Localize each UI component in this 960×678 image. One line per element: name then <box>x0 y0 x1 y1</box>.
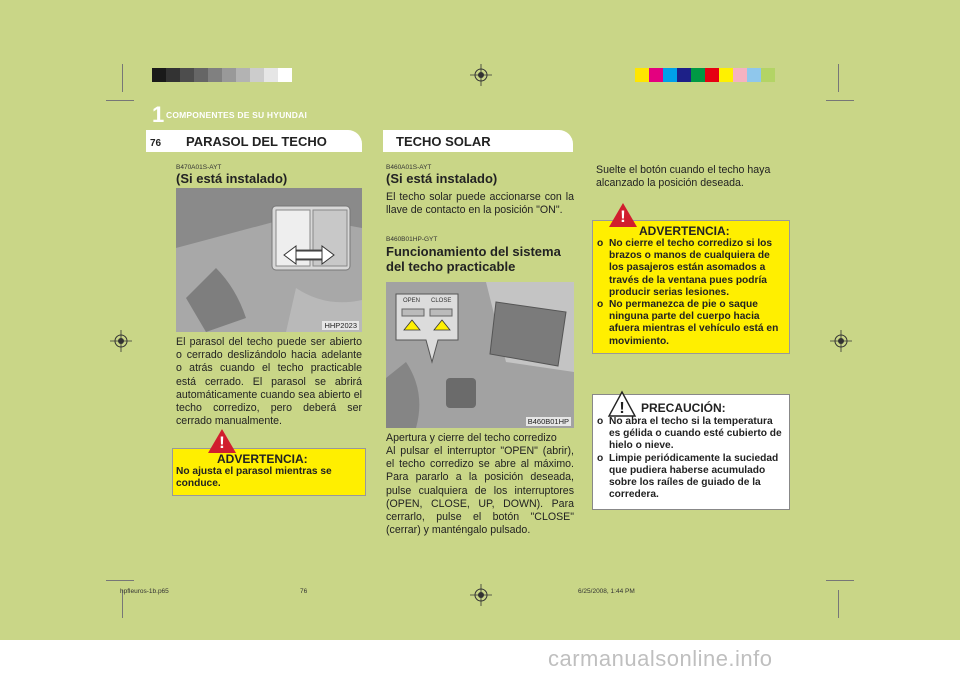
body-subtitle-apertura: Apertura y cierre del techo corredizo <box>386 432 557 444</box>
crop-mark <box>106 100 134 101</box>
body-text-apertura: Al pulsar el interruptor "OPEN" (abrir), el techo corredizo se abre al máximo. Para pararlo a la posición deseada, pulse cualquiera de los interruptores (OPEN, CLOSE, UP, DOWN). Para cerrarlo, pulse el botón "CLOSE" (cerrar) y manténgalo pulsado. <box>386 445 574 537</box>
crop-mark <box>838 64 839 92</box>
footer-date: 6/25/2008, 1:44 PM <box>578 588 635 595</box>
sunroof-switch-photo <box>386 282 574 428</box>
calibration-swatch <box>208 68 222 82</box>
calibration-swatch <box>733 68 747 82</box>
calibration-swatch <box>222 68 236 82</box>
warning-title: ADVERTENCIA: <box>639 224 730 238</box>
caution-box <box>592 394 790 510</box>
list-item: o No permanezca de pie o saque ninguna parte del cuerpo hacia afuera mientras el vehículo está en movimiento. <box>597 299 779 347</box>
crop-mark <box>826 100 854 101</box>
section-title-parasol: PARASOL DEL TECHO <box>186 134 327 149</box>
calibration-swatch <box>705 68 719 82</box>
watermark: carmanualsonline.info <box>548 646 773 671</box>
crop-mark <box>826 580 854 581</box>
calibration-swatch <box>278 68 292 82</box>
calibration-swatch <box>663 68 677 82</box>
calibration-swatch <box>194 68 208 82</box>
color-calibration-bar <box>635 68 775 82</box>
warning-text: No ajusta el parasol mientras se conduce. <box>176 466 332 490</box>
switch-label-open: OPEN <box>403 298 421 304</box>
footer-filename: hpfleuros-1b.p65 <box>120 588 169 595</box>
calibration-swatch <box>635 68 649 82</box>
section-heading: (Si está instalado) <box>386 171 498 186</box>
list-item: o No cierre el techo corredizo si los brazos o manos de cualquiera de los pasajeros están asomados a través de la ventana pues podría producir serias lesiones. <box>597 238 773 298</box>
calibration-swatch <box>761 68 775 82</box>
image-label: B460B01HP <box>527 417 569 426</box>
calibration-swatch <box>166 68 180 82</box>
registration-target-icon <box>830 330 852 352</box>
registration-target-icon <box>110 330 132 352</box>
list-item: o No abra el techo si la temperatura es gélida o cuando esté cubierto de hielo o nieve. <box>597 416 782 452</box>
warning-box-parasol <box>172 433 366 496</box>
caution-title: PRECAUCIÓN: <box>641 401 726 415</box>
crop-mark <box>122 64 123 92</box>
gray-calibration-bar <box>152 68 292 82</box>
warning-triangle-icon: ! <box>208 429 236 455</box>
calibration-swatch <box>236 68 250 82</box>
warning-box-techo <box>592 207 790 354</box>
registration-target-icon <box>470 584 492 606</box>
section-title-techo-solar: TECHO SOLAR <box>396 134 491 149</box>
caution-list <box>597 416 785 501</box>
page-number: 76 <box>150 138 162 149</box>
warning-triangle-icon: ! <box>609 203 637 229</box>
list-item: o Limpie periódicamente la suciedad que pudiera haberse acumulado sobre los raíles de guiado de la corredera. <box>597 452 779 501</box>
calibration-swatch <box>677 68 691 82</box>
chapter-title: COMPONENTES DE SU HYUNDAI <box>166 110 308 120</box>
body-text-ignition: El techo solar puede accionarse con la llave de contacto en la posición "ON". <box>386 191 574 217</box>
registration-target-icon <box>470 64 492 86</box>
chapter-number: 1 <box>152 102 165 127</box>
section-code: B460A01S-AYT <box>386 164 432 171</box>
calibration-swatch <box>152 68 166 82</box>
warning-title: ADVERTENCIA: <box>217 452 308 466</box>
calibration-swatch <box>747 68 761 82</box>
sunshade-photo <box>176 188 362 332</box>
section-code: B460B01HP-GYT <box>386 236 438 243</box>
svg-text:!: ! <box>619 400 625 417</box>
calibration-swatch <box>691 68 705 82</box>
section-code: B470A01S-AYT <box>176 164 222 171</box>
calibration-swatch <box>250 68 264 82</box>
footer-page: 76 <box>300 588 308 595</box>
calibration-swatch <box>180 68 194 82</box>
crop-mark <box>838 590 839 618</box>
body-text-suelte: Suelte el botón cuando el techo haya alcanzado la posición deseada. <box>596 164 771 190</box>
calibration-swatch <box>264 68 278 82</box>
calibration-swatch <box>719 68 733 82</box>
warning-list <box>597 238 785 348</box>
switch-label-close: CLOSE <box>431 298 452 304</box>
image-label: HHP2023 <box>324 321 357 330</box>
crop-mark <box>106 580 134 581</box>
body-text-parasol: El parasol del techo puede ser abierto o cerrado deslizándolo hacia adelante o atrás cuando el techo practicable está cerrado. El parasol se abrirá automáticamente cuando sea abierto el techo corredizo, pero deberá ser cerrado manualmente. <box>176 336 362 428</box>
caution-triangle-icon <box>607 389 637 419</box>
calibration-swatch <box>649 68 663 82</box>
section-heading-funcionamiento: Funcionamiento del sistema del techo practicable <box>386 244 561 274</box>
section-heading: (Si está instalado) <box>176 171 288 186</box>
